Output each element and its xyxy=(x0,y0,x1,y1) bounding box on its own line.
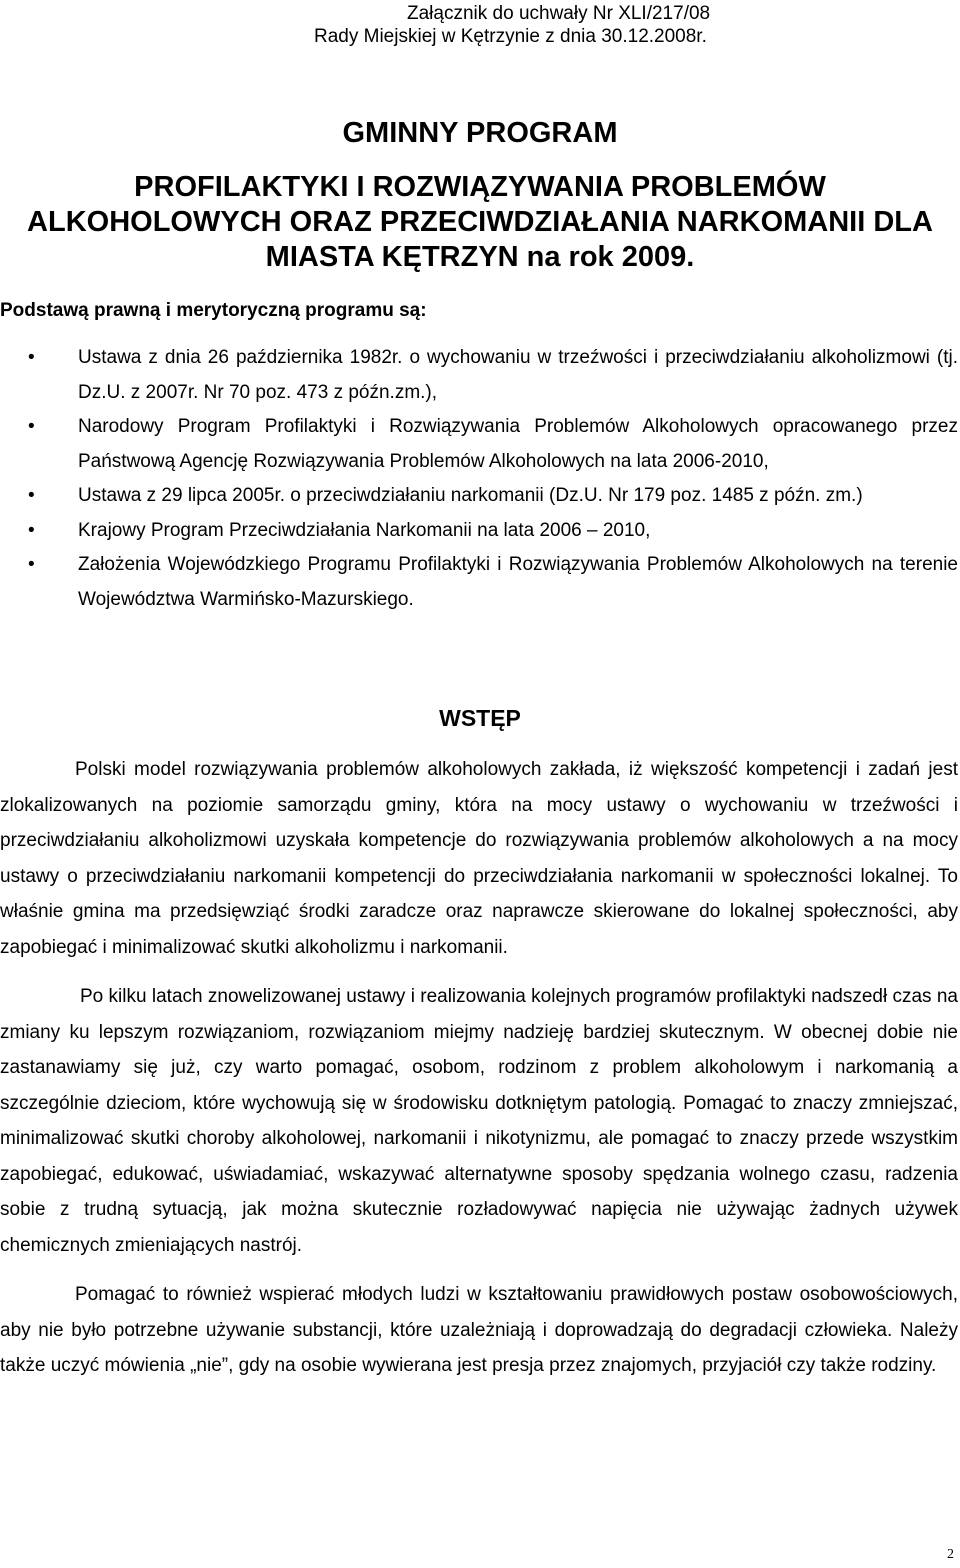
title-line-2: ALKOHOLOWYCH ORAZ PRZECIWDZIAŁANIA NARKOMANII DLA xyxy=(27,206,933,238)
list-item-text: Ustawa z 29 lipca 2005r. o przeciwdziałaniu narkomanii (Dz.U. Nr 179 poz. 1485 z późn. zm.) xyxy=(78,485,863,506)
bullet-icon: • xyxy=(28,485,35,506)
legal-basis-list xyxy=(0,341,958,617)
document-title xyxy=(0,116,960,275)
list-item xyxy=(0,410,958,479)
title-line-1: PROFILAKTYKI I ROZWIĄZYWANIA PROBLEMÓW xyxy=(134,171,826,203)
attachment-line-2: Rady Miejskiej w Kętrzynie z dnia 30.12.2008r. xyxy=(314,26,707,47)
list-item xyxy=(0,341,958,410)
introduction-heading: WSTĘP xyxy=(439,705,521,731)
list-item xyxy=(0,479,958,514)
list-item xyxy=(0,548,958,617)
paragraph: Po kilku latach znowelizowanej ustawy i realizowania kolejnych programów profilaktyki nadszedł czas na zmiany ku lepszym rozwiązaniom, rozwiązaniom miejmy nadzieję bardziej skutecznym. W obecnej dobie nie zastanawiamy się już, czy warto pomagać, osobom, rodzinom z problem alkoholowym i narkomanią a szczególnie dzieciom, które wychowują się w środowisku dotkniętym patologią. Pomagać to znaczy zmniejszać, minimalizować skutki choroby alkoholowej, narkomanii i nikotynizmu, ale pomagać to znaczy przede wszystkim zapobiegać, edukować, uświadamiać, wskazywać alternatywne sposoby spędzania wolnego czasu, radzenia sobie z trudną sytuacją, jak można skutecznie rozładowywać napięcia nie używając żadnych używek chemicznych zmieniających nastrój. xyxy=(0,986,958,1256)
paragraph: Polski model rozwiązywania problemów alkoholowych zakłada, iż większość kompetencji i zadań jest zlokalizowanych na poziomie samorządu gminy, która na mocy ustawy o wychowaniu w trzeźwości i przeciwdziałaniu alkoholizmowi uzyskała kompetencje do rozwiązywania problemów alkoholowych a na mocy ustawy o przeciwdziałaniu narkomanii kompetencji do przeciwdziałania narkomanii w społeczności lokalnej. To właśnie gmina ma przedsięwziąć środki zaradcze oraz naprawcze skierowane do lokalnej społeczności, aby zapobiegać i minimalizować skutki alkoholizmu i narkomanii. xyxy=(0,759,958,958)
page-number: 2 xyxy=(947,1547,954,1562)
list-item-text: Krajowy Program Przeciwdziałania Narkomanii na lata 2006 – 2010, xyxy=(78,519,651,541)
legal-basis-heading: Podstawą prawną i merytoryczną programu są: xyxy=(0,300,427,321)
introduction-body xyxy=(0,752,958,1398)
paragraph: Pomagać to również wspierać młodych ludzi w kształtowaniu prawidłowych postaw osobowościowych, aby nie było potrzebne używanie substancji, które uzależniają i doprowadzają do degradacji człowieka. Należy także uczyć mówienia „nie”, gdy na osobie wywierana jest presja przez znajomych, przyjaciół czy także rodziny. xyxy=(0,1284,958,1376)
title-line-3: MIASTA KĘTRZYN na rok 2009. xyxy=(265,241,695,273)
title-main: GMINNY PROGRAM xyxy=(342,117,618,149)
attachment-line-1: Załącznik do uchwały Nr XLI/217/08 xyxy=(407,3,711,24)
list-item xyxy=(0,514,958,549)
bullet-icon: • xyxy=(28,416,35,437)
bullet-icon: • xyxy=(28,554,35,575)
list-item-text: Założenia Wojewódzkiego Programu Profilaktyki i Rozwiązywania Problemów Alkoholowych na terenie Województwa Warmińsko-Mazurskiego. xyxy=(78,554,958,610)
list-item-text: Narodowy Program Profilaktyki i Rozwiązywania Problemów Alkoholowych opracowanego przez Państwową Agencję Rozwiązywania Problemów Alkoholowych na lata 2006-2010, xyxy=(78,416,958,472)
bullet-icon: • xyxy=(28,347,35,368)
list-item-text: Ustawa z dnia 26 października 1982r. o wychowaniu w trzeźwości i przeciwdziałaniu alkoholizmowi (tj. Dz.U. z 2007r. Nr 70 poz. 473 z późn.zm.), xyxy=(78,347,958,403)
bullet-icon: • xyxy=(28,519,35,541)
attachment-note xyxy=(314,2,794,48)
